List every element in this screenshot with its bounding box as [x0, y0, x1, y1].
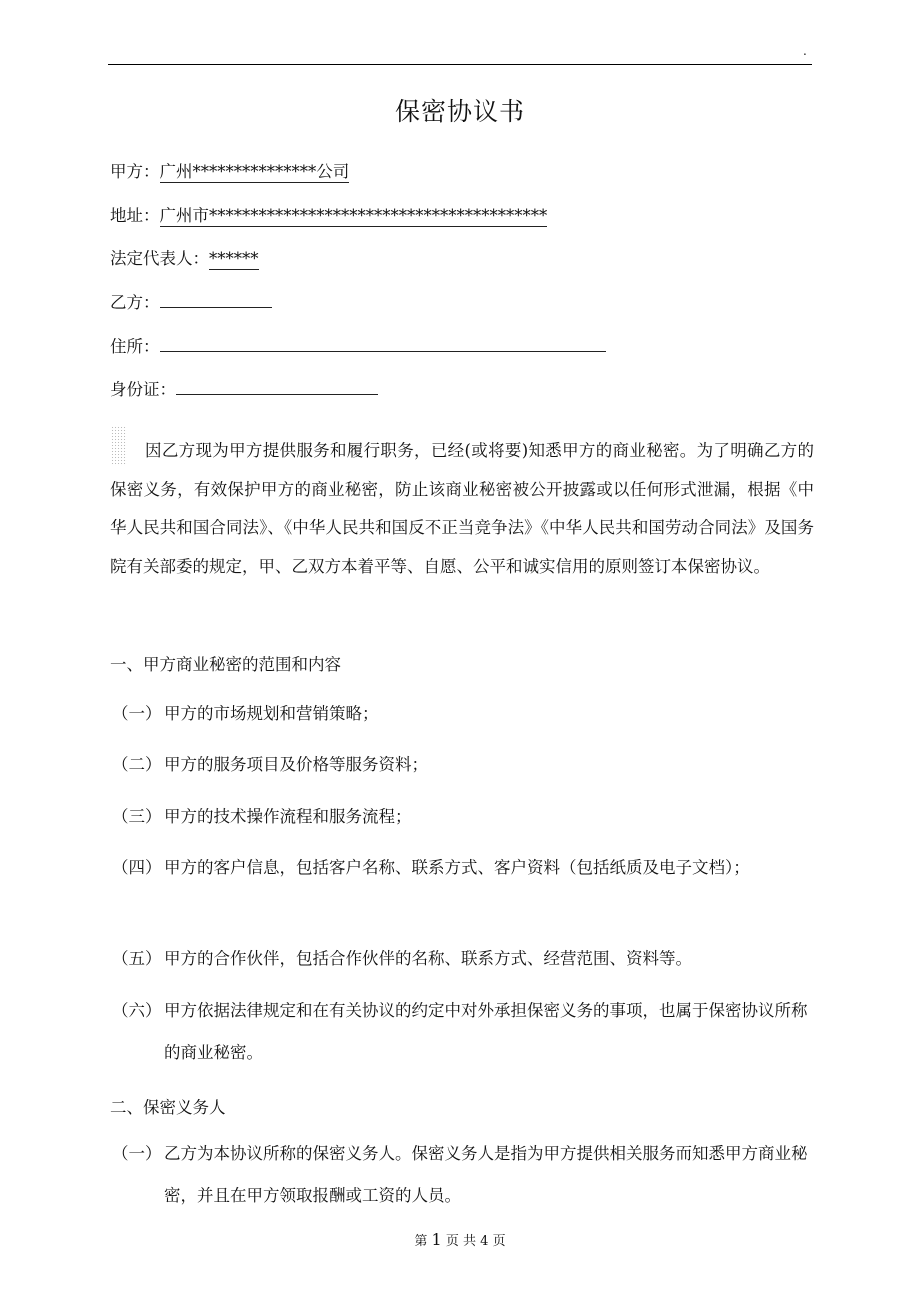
residence-blank[interactable] [160, 337, 606, 352]
id-card-label: 身份证： [110, 380, 176, 399]
item-label: （二） [112, 755, 162, 774]
section-2-item [112, 1133, 808, 1205]
residence-label: 住所： [110, 337, 160, 356]
residence-line [110, 333, 606, 357]
address-line [110, 202, 547, 226]
item-label: （一） [112, 704, 162, 723]
item-text: 乙方为本协议所称的保密义务人。保密义务人是指为甲方提供相关服务而知悉甲方商业秘密，并且在甲方领取报酬或工资的人员。 [164, 1144, 808, 1205]
section-2-heading: 二、保密义务人 [110, 1098, 226, 1117]
section-1-item [112, 990, 808, 1062]
item-label: （一） [112, 1144, 162, 1163]
item-text: 甲方的服务项目及价格等服务资料； [164, 755, 428, 774]
party-a-value: 广州***************公司 [159, 162, 350, 181]
item-text: 甲方的合作伙伴，包括合作伙伴的名称、联系方式、经营范围、资料等。 [164, 949, 692, 968]
item-text: 甲方的客户信息，包括客户名称、联系方式、客户资料（包括纸质及电子文档）； [164, 858, 750, 877]
section-1-heading: 一、甲方商业秘密的范围和内容 [110, 655, 341, 674]
party-b-label: 乙方： [110, 293, 160, 312]
item-text: 甲方依据法律规定和在有关协议的约定中对外承担保密义务的事项，也属于保密协议所称的商业秘密。 [164, 1001, 808, 1062]
item-label: （三） [112, 807, 162, 826]
party-a-line [110, 158, 349, 182]
total-page-count: 4 [480, 1234, 489, 1249]
id-card-line [110, 376, 378, 400]
section-1-item [112, 938, 692, 980]
document-title: 保密协议书 [394, 97, 525, 126]
item-label: （六） [112, 1001, 162, 1020]
item-label: （四） [112, 858, 162, 877]
id-card-blank[interactable] [176, 380, 378, 395]
party-a-label: 甲方： [110, 162, 160, 181]
address-label: 地址： [110, 206, 160, 225]
footer-mid: 页 共 [445, 1234, 477, 1249]
section-1-item [112, 693, 379, 735]
party-b-line [110, 289, 272, 313]
item-text: 甲方的技术操作流程和服务流程； [164, 807, 412, 826]
footer-suffix: 页 [492, 1234, 506, 1249]
section-1-item [112, 796, 412, 838]
item-text: 甲方的市场规划和营销策略； [164, 704, 379, 723]
header-mark: . [803, 44, 807, 58]
current-page-number: 1 [431, 1230, 442, 1249]
section-1-item [112, 744, 428, 786]
legal-rep-value: ****** [209, 249, 259, 268]
intro-paragraph: 因乙方现为甲方提供服务和履行职务，已经(或将要)知悉甲方的商业秘密。为了明确乙方的保密义务，有效保护甲方的商业秘密，防止该商业秘密被公开披露或以任何形式泄漏，根据《中华人民共和国合同法》、《中华人民共和国反不正当竞争法》《中华人民共和国劳动合同法》及国务院有关部委的规定，甲、乙双方本着平等、自愿、公平和诚实信用的原则签订本保密协议。 [110, 441, 814, 576]
section-1-item [112, 847, 750, 889]
item-label: （五） [112, 949, 162, 968]
footer-prefix: 第 [414, 1234, 428, 1249]
party-b-blank[interactable] [160, 293, 272, 308]
legal-rep-label: 法定代表人： [110, 249, 209, 268]
header-rule [108, 64, 812, 65]
page-footer [0, 1230, 920, 1249]
address-value: 广州市***************************************** [159, 206, 548, 225]
legal-rep-line [110, 245, 259, 269]
